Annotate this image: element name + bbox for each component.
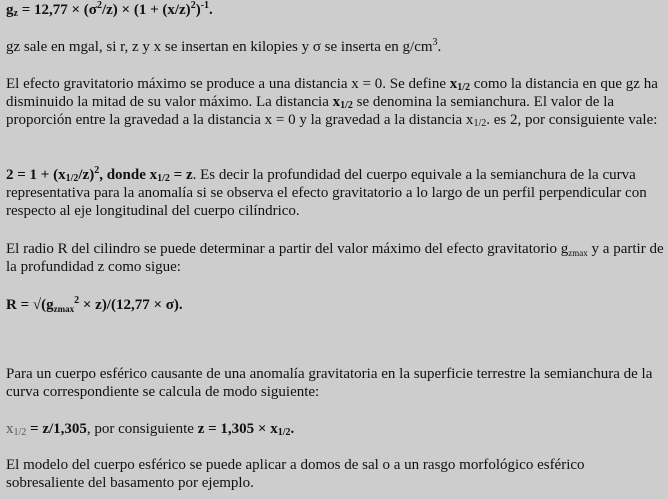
formula-ratio-text: , donde x	[99, 167, 158, 183]
paragraph-text: y a partir de la profundidad z como sigue:	[6, 241, 664, 275]
formula-ratio-paragraph	[6, 166, 666, 220]
x-half-subscript: 1/2	[457, 82, 471, 93]
formula-gz-exponent: -1	[200, 0, 210, 11]
paragraph-text: se denomina la semianchura. El valor de la proporción entre la gravedad a la distancia x = 0 y la gravedad a la distancia x	[6, 94, 615, 128]
formula-radius-text: × z)/(12,77 × σ).	[79, 297, 183, 313]
formula-sphere-text: , por consiguiente	[86, 421, 198, 437]
formula-sphere	[6, 420, 294, 438]
paragraph-halfwidth	[6, 75, 666, 129]
formula-sphere-text: z = 1,305 × x	[197, 421, 278, 437]
paragraph-radius	[6, 240, 666, 276]
x-half-symbol: x	[332, 94, 341, 110]
formula-gz-text: /z) × (1 + (x/z)	[101, 2, 191, 18]
gzmax-subscript: zmax	[568, 248, 588, 258]
units-note-text: .	[437, 39, 442, 55]
paragraph-text: . Es decir la profundidad del cuerpo equivale a la semianchura de la curva representativa para la anomalía si se observa el efecto gravitatorio a lo largo de un perfil perpendicular con respecto al eje longitudinal del cuerpo cilíndrico.	[6, 167, 647, 219]
formula-gz-symbol: g	[6, 2, 14, 18]
formula-ratio-subscript: 1/2	[65, 173, 79, 184]
x-half-symbol: x	[6, 421, 14, 437]
formula-gz-exponent: 2	[96, 0, 102, 11]
formula-radius-subscript: zmax	[53, 304, 75, 314]
units-note-text: gz sale en mgal, si r, z y x se insertan en kilopies y σ se inserta en g/cm	[6, 39, 433, 55]
formula-sphere-text: = z/1,305	[26, 421, 87, 437]
x-half-subscript: 1/2	[473, 118, 487, 129]
x-half-symbol: x	[449, 76, 458, 92]
formula-ratio-text: /z)	[78, 167, 95, 183]
units-note-exponent: 3	[432, 37, 438, 48]
formula-ratio-subscript: 1/2	[157, 173, 170, 184]
formula-radius-text: R = √(g	[6, 297, 54, 313]
formula-gz-text: = 12,77 × (σ	[17, 2, 97, 18]
formula-gz-exponent: 2	[190, 0, 196, 11]
paragraph-text: El efecto gravitatorio máximo se produce a una distancia x = 0. Se define	[6, 76, 450, 92]
formula-sphere-text: .	[290, 421, 295, 437]
x-half-subscript: 1/2	[340, 100, 353, 111]
formula-ratio-exponent: 2	[94, 165, 100, 176]
paragraph-text: El radio R del cilindro se puede determinar a partir del valor máximo del efecto gravitatorio g	[6, 241, 569, 257]
formula-gz	[6, 1, 213, 19]
x-half-subscript: 1/2	[13, 427, 27, 438]
paragraph-model: El modelo del cuerpo esférico se puede aplicar a domos de sal o a un rasgo morfológico esférico sobresaliente del basamento por ejemplo.	[6, 457, 585, 491]
paragraph-sphere: Para un cuerpo esférico causante de una anomalía gravitatoria en la superficie terrestre la semianchura de la curva correspondiente se calcula de modo siguiente:	[6, 366, 653, 400]
paragraph-text: . es 2, por consiguiente vale:	[486, 112, 658, 128]
formula-gz-subscript: z	[13, 8, 18, 19]
formula-radius	[6, 296, 183, 314]
units-note	[6, 38, 441, 56]
formula-gz-text: )	[195, 2, 201, 18]
formula-ratio-text: 2 = 1 + (x	[6, 167, 66, 183]
formula-radius-exponent: 2	[74, 295, 80, 306]
formula-ratio-text: = z	[169, 167, 193, 183]
formula-gz-text: .	[209, 2, 213, 18]
paragraph-text: como la distancia en que gz ha disminuido la mitad de su valor máximo. La distancia	[6, 76, 658, 110]
x-half-subscript: 1/2	[277, 427, 291, 438]
